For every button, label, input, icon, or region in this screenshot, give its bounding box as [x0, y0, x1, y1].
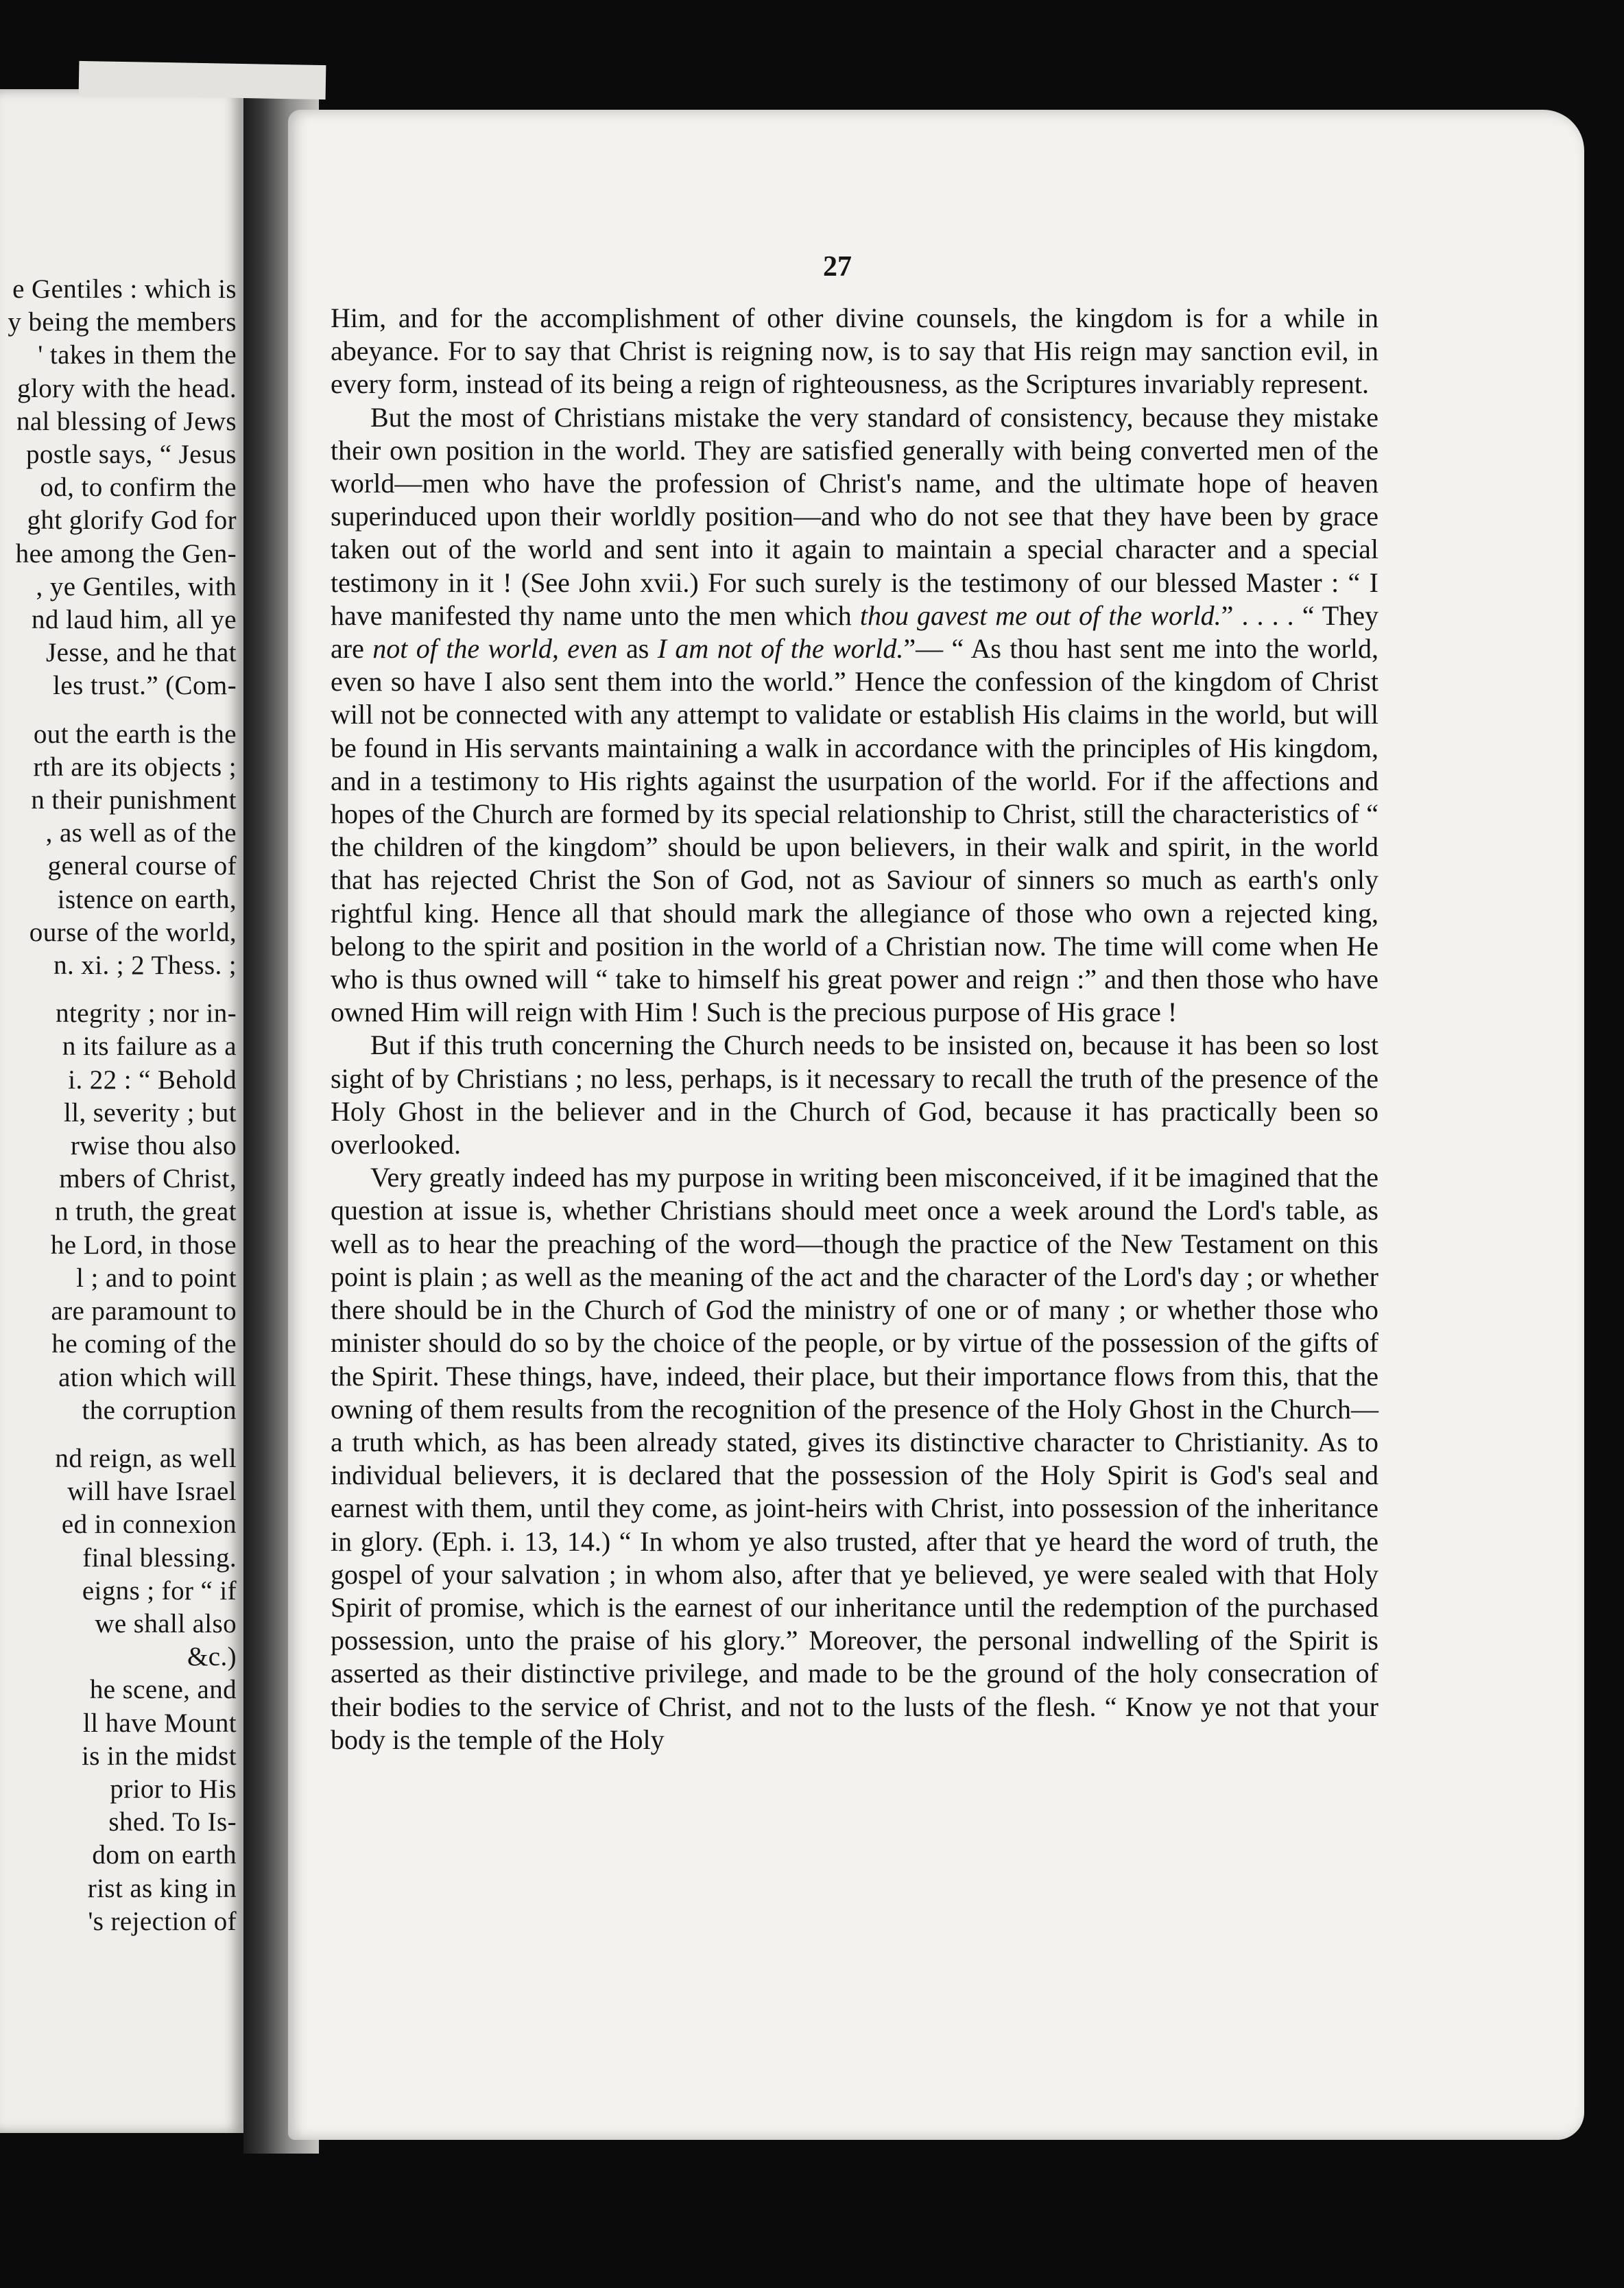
left-page-line: les trust.” (Com-: [53, 671, 237, 701]
left-page-line: nd laud him, all ye: [32, 605, 237, 635]
left-page-line: ght glorify God for: [27, 505, 237, 536]
paragraph-continued: Him, and for the accomplishment of other divine counsels, the kingdom is for a while in abeyance. For to say that Christ is reigning now, is to say that His reign may sanction evil, in every form, instead of its being a reign of righteousness, as the Scriptures invariably represent.: [331, 302, 1378, 400]
left-page-line: postle says, “ Jesus: [26, 440, 237, 470]
left-page-line: [0, 1427, 237, 1442]
left-page-line: 's rejection of: [88, 1906, 237, 1936]
paragraph-text: ”— “ As thou hast sent me into the world, even so have I also sent them into the world.” Hence the confession of the kingdom of Christ will not be connected with any attempt to validate or establish His claims in the world, but will be found in His servants maintaining a walk in accordance with the principles of His kingdom, and in a testimony to His rights against the usurpation of the world. For if the affections and hopes of the Church are formed by its special relationship to Christ, still the characteristics of “ the children of the kingdom” should be upon believers, in their walk and spirit, in the world that has rejected Christ the Son of God, not as Saviour of sinners so much as earth's only rightful king. Hence all that should mark the allegiance of those who own a rejected king, belong to the spirit and position in the world of a Christian now. The time will come when He who is thus owned will “ take to himself his great power and reign :” and then those who have owned Him will reign with Him ! Such is the precious purpose of His grace !: [331, 633, 1378, 1028]
left-page-line: ll have Mount: [82, 1708, 237, 1738]
paragraph-text: as: [617, 633, 658, 665]
left-page-line: out the earth is the: [33, 719, 237, 749]
left-page-line: ation which will: [58, 1362, 237, 1392]
left-page-line: nd reign, as well: [55, 1443, 237, 1473]
italic-quote: thou gavest me out of the world.: [859, 599, 1221, 631]
left-page-line: prior to His: [110, 1774, 237, 1804]
left-page-line: i. 22 : “ Behold: [68, 1064, 237, 1095]
page-edge-strip: [79, 61, 326, 99]
left-page-column: [0, 273, 237, 1938]
paragraph-text: But the most of Christians mistake the very standard of consistency, because they mistake their own position in the world. They are satisfied generally with being converted men of the world—men who have the profession of Christ's name, and the ultimate hope of heaven superinduced upon their worldly position—and who do not see that they have been by grace taken out of the world and sent into it again to maintain a special character and a special testimony in it ! (See John xvii.) For such surely is the testimony of our blessed Master : “ I have manifested thy name unto the men which: [331, 401, 1378, 631]
left-page-line: Jesse, and he that: [46, 638, 237, 668]
left-page-line: mbers of Christ,: [59, 1164, 237, 1194]
paragraph: [331, 401, 1378, 1029]
paragraph: Very greatly indeed has my purpose in writing been misconceived, if it be imagined that the question at issue is, whether Christians should meet once a week around the Lord's table, as well as to hear the preaching of the word—though the practice of the New Testament on this point is plain ; as well as the meaning of the act and the character of the Lord's day ; or whether there should be in the Church of God the ministry of one or of many ; or whether those who minister should do so by the choice of the people, or by virtue of the possession of the gifts of the Spirit. These things, have, indeed, their place, but their importance flows from this, that the owning of them results from the recognition of the presence of the Holy Ghost in the Church—a truth which, as has been already stated, gives its distinctive character to Christianity. As to individual believers, it is declared that the possession of the Holy Spirit is God's seal and earnest with them, until they come, as joint-heirs with Christ, into possession of the inheritance in glory. (Eph. i. 13, 14.) “ In whom ye also trusted, after that ye heard the word of truth, the gospel of your salvation ; in whom also, after that ye believed, ye were sealed with that Holy Spirit of promise, which is the earnest of our inheritance until the redemption of the purchased possession, unto the praise of his glory.” Moreover, the personal indwelling of the Spirit is asserted as their distinctive privilege, and made to be the ground of the holy consecration of their bodies to the service of Christ, and not to the lusts of the flesh. “ Know ye not that your body is the temple of the Holy: [331, 1162, 1378, 1755]
left-page-line: rwise thou also: [70, 1131, 237, 1161]
left-page-line: y being the members: [8, 307, 237, 337]
left-page-line: nal blessing of Jews: [16, 406, 237, 436]
left-page-line: eigns ; for “ if: [82, 1575, 237, 1606]
left-page-line: shed. To Is-: [108, 1807, 237, 1837]
left-page-line: he Lord, in those: [50, 1230, 237, 1260]
left-page-line: ourse of the world,: [29, 917, 237, 947]
left-page-line: l ; and to point: [76, 1263, 237, 1293]
left-page-line: ntegrity ; nor in-: [56, 999, 237, 1029]
left-page-line: rist as king in: [87, 1873, 237, 1903]
left-page-line: od, to confirm the: [40, 473, 237, 503]
page-body: [331, 302, 1378, 1756]
left-page-line: dom on earth: [92, 1840, 237, 1870]
left-page-line: &c.): [187, 1642, 237, 1672]
left-page-line: , ye Gentiles, with: [36, 571, 237, 601]
paragraph: But if this truth concerning the Church needs to be insisted on, because it has been so lost sight of by Christians ; no less, perhaps, is it necessary to recall the truth of the presence of the Holy Ghost in the believer and in the Church of God, because it has practically been so overlooked.: [331, 1029, 1378, 1160]
left-page-line: n. xi. ; 2 Thess. ;: [53, 951, 237, 981]
left-page-line: final blessing.: [82, 1542, 237, 1573]
left-page-line: [0, 982, 237, 997]
italic-quote: I am not of the world.: [657, 633, 904, 665]
left-page-line: [0, 703, 237, 718]
left-page-line: ' takes in them the: [38, 340, 237, 370]
left-page-line: the corruption: [82, 1395, 237, 1425]
left-page-line: hee among the Gen-: [15, 538, 237, 569]
left-page-line: glory with the head.: [17, 373, 237, 403]
left-page-line: ll, severity ; but: [64, 1097, 237, 1128]
italic-quote: not of the world, even: [372, 633, 618, 665]
left-page-line: are paramount to: [51, 1296, 237, 1326]
left-page-line: he scene, and: [89, 1675, 237, 1705]
left-page-line: he coming of the: [51, 1329, 237, 1359]
left-page-line: n truth, the great: [55, 1197, 237, 1227]
left-page-line: n their punishment: [31, 785, 237, 815]
left-page-line: we shall also: [95, 1608, 237, 1638]
left-page-line: will have Israel: [67, 1477, 237, 1507]
left-page-line: ed in connexion: [61, 1510, 237, 1540]
left-page-line: , as well as of the: [45, 818, 237, 848]
left-page-line: n its failure as a: [62, 1032, 237, 1062]
page-number: 27: [823, 251, 852, 283]
paragraph-text: ” . . . . “ They are: [331, 599, 1378, 665]
left-page-line: istence on earth,: [57, 884, 237, 914]
left-page-line: general course of: [47, 851, 237, 881]
left-page-line: e Gentiles : which is: [12, 274, 237, 304]
left-page-line: rth are its objects ;: [33, 752, 237, 782]
left-facing-page: [0, 89, 243, 2133]
left-page-line: is in the midst: [82, 1741, 237, 1771]
